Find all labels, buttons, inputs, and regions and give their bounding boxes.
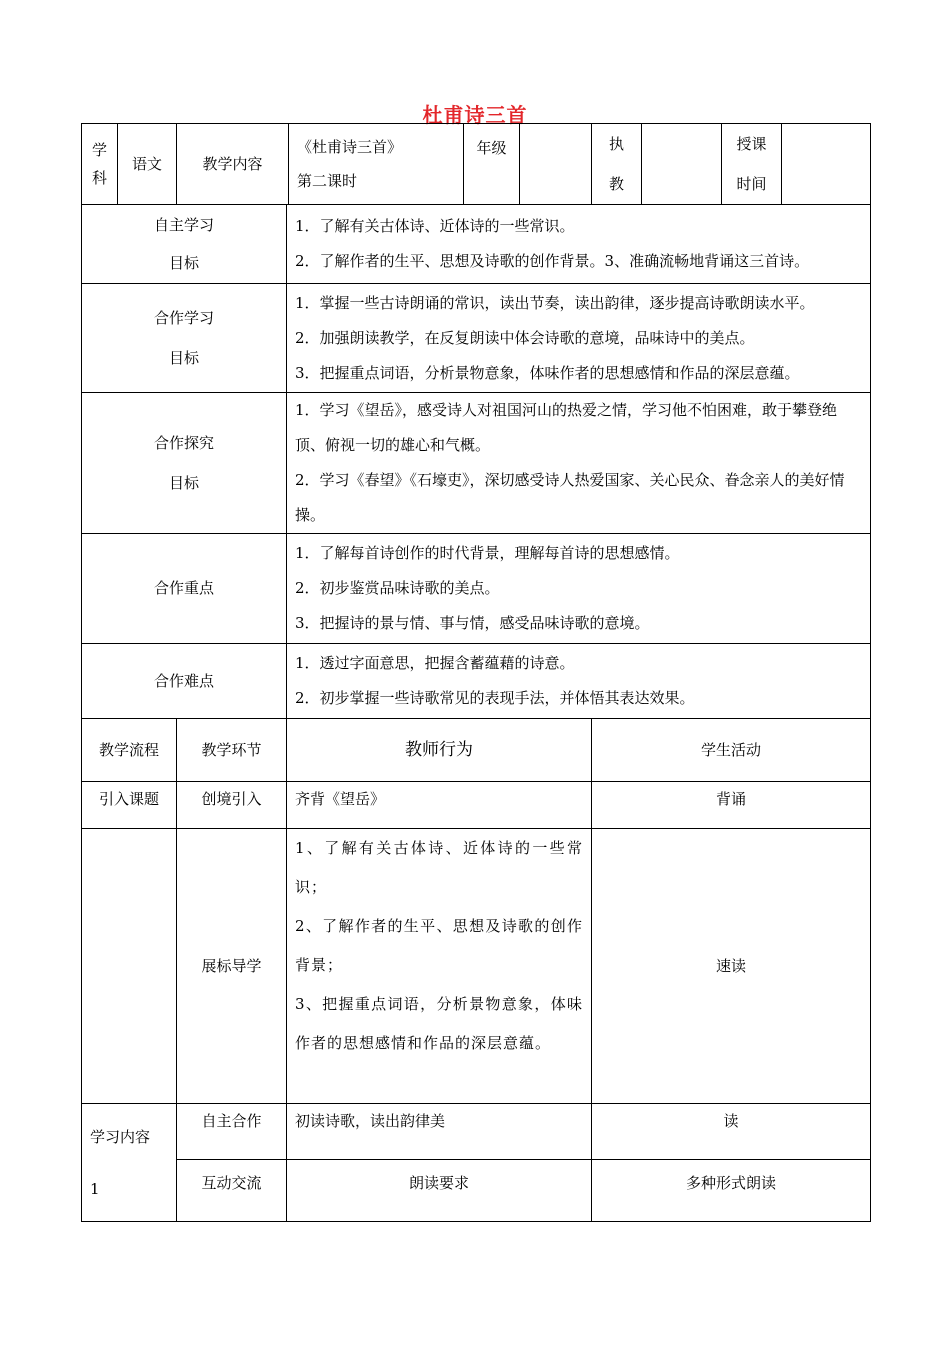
document-title: 杜甫诗三首 [422,103,528,127]
objective-label: 自主学习 目标 [82,205,287,284]
content-value: 《杜甫诗三首》 第二课时 [289,124,464,205]
teacher-value [642,124,722,205]
flow-header-row [82,719,871,782]
flow-teacher-action: 1、了解有关古体诗、近体诗的一些常识； 2、了解作者的生平、思想及诗歌的创作背景； 3、把握重点词语，分析景物意象，体味作者的思想感情和作品的深层意蕴。 [287,829,592,1104]
flow-header-teacher: 教师行为 [287,719,592,782]
flow-student-activity: 多种形式朗读 [592,1160,871,1222]
flow-row-intro [82,782,871,829]
flow-step: 展标导学 [177,829,287,1104]
flow-student-activity: 背诵 [592,782,871,829]
time-label: 授课 时间 [722,124,782,205]
flow-teacher-action: 初读诗歌，读出韵律美 [287,1104,592,1160]
flow-stage [82,829,177,1104]
objective-content: 1．透过字面意思，把握含蓄蕴藉的诗意。 2．初步掌握一些诗歌常见的表现手法，并体悟其表达效果。 [287,644,871,719]
grade-value [520,124,592,205]
time-value [782,124,871,205]
objective-row-cooperative-study [82,284,871,393]
flow-header-student: 学生活动 [592,719,871,782]
objective-content: 1．了解有关古体诗、近体诗的一些常识。 2．了解作者的生平、思想及诗歌的创作背景。3、准确流畅地背诵这三首诗。 [287,205,871,284]
objective-row-difficulties [82,644,871,719]
flow-header-stage: 教学流程 [82,719,177,782]
objective-content: 1．学习《望岳》，感受诗人对祖国河山的热爱之情，学习他不怕困难，敢于攀登绝顶、俯视一切的雄心和气概。 2．学习《春望》《石壕吏》，深切感受诗人热爱国家、关心民众、眷念亲人的美好情操。 [287,393,871,534]
teacher-label: 执 教 [592,124,642,205]
objective-content: 1．了解每首诗创作的时代背景，理解每首诗的思想感情。 2．初步鉴赏品味诗歌的美点。 3．把握诗的景与情、事与情，感受品味诗歌的意境。 [287,534,871,644]
objective-row-key-points [82,534,871,644]
objective-row-cooperative-inquiry [82,393,871,534]
flow-step: 自主合作 [177,1104,287,1160]
objective-label: 合作难点 [82,644,287,719]
header-row [82,124,871,205]
objective-label: 合作重点 [82,534,287,644]
objective-label: 合作探究 目标 [82,393,287,534]
objective-row-self-study [82,205,871,284]
lesson-plan-table [81,123,871,1222]
flow-teacher-action: 齐背《望岳》 [287,782,592,829]
subject-label: 学 科 [82,124,118,205]
flow-row-study-1 [82,1104,871,1160]
subject-value: 语文 [118,124,177,205]
flow-stage: 学习内容 1 [82,1104,177,1222]
flow-row-guide [82,829,871,1104]
objective-content: 1．掌握一些古诗朗诵的常识，读出节奏，读出韵律，逐步提高诗歌朗读水平。 2．加强朗读教学，在反复朗读中体会诗歌的意境，品味诗中的美点。 3．把握重点词语，分析景物意象，体味作者的思想感情和作品的深层意蕴。 [287,284,871,393]
flow-row-study-2 [82,1160,871,1222]
flow-stage: 引入课题 [82,782,177,829]
flow-teacher-action: 朗读要求 [287,1160,592,1222]
flow-step: 互动交流 [177,1160,287,1222]
content-label: 教学内容 [177,124,289,205]
flow-student-activity: 速读 [592,829,871,1104]
flow-header-step: 教学环节 [177,719,287,782]
flow-student-activity: 读 [592,1104,871,1160]
objective-label: 合作学习 目标 [82,284,287,393]
flow-step: 创境引入 [177,782,287,829]
grade-label: 年级 [464,124,520,205]
